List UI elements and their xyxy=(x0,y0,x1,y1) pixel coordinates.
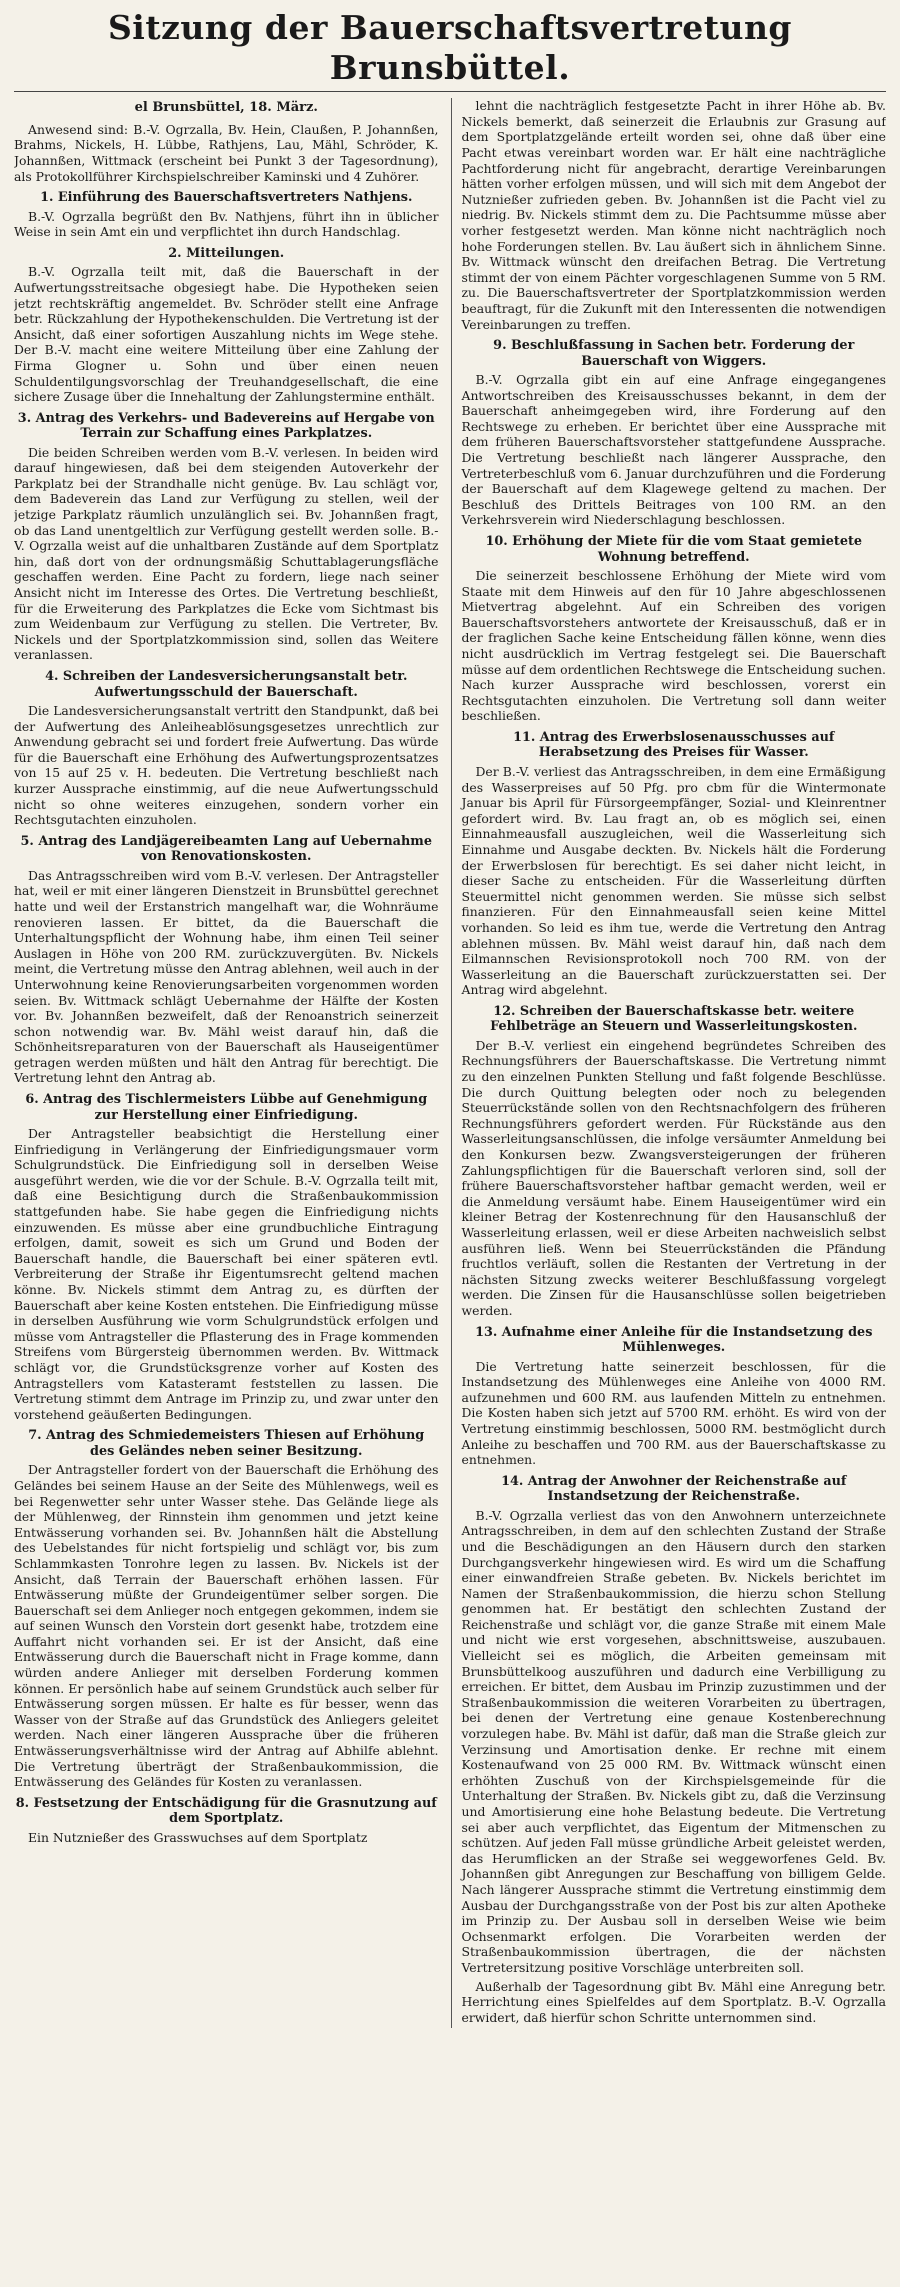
section-heading: 5. Antrag des Landjägereibeamten Lang auf Uebernahme von Renovationskosten. xyxy=(20,833,432,865)
section-heading: 3. Antrag des Verkehrs- und Badevereins auf Hergabe von Terrain zur Schaffung eines Parkplatzes. xyxy=(17,410,435,442)
section-heading: 14. Antrag der Anwohner der Reichenstraße auf Instandsetzung der Reichenstraße. xyxy=(501,1473,847,1505)
paragraph: B.-V. Ogrzalla begrüßt den Bv. Nathjens, führt ihn in üblicher Weise in sein Amt ein und verpflichtet ihn durch Handschlag. xyxy=(14,208,439,240)
section-heading: 9. Beschlußfassung in Sachen betr. Forderung der Bauerschaft von Wiggers. xyxy=(493,338,855,369)
paragraph: B.-V. Ogrzalla gibt ein auf eine Anfrage eingegangenes Antwortschreiben des Kreisausschusses bekannt, in dem der Bauerschaft anheimgegeben wird, ihre Forderung auf den Rechtswege zu erheben. Er berichtet über eine Aussprache mit dem früheren Bauerschaftsvorsteher stattgefundene Aussprache. Die Vertretung beschließt nach längerer Aussprache, den Vertreterbeschluß vom 6. Januar durchzuführen und die Forderung der Bauerschaft auf dem Klagewege geltend zu machen. Der Beschluß des Drittels Beitrages von 100 RM. an den Verkehrsverein wird Niederschlagung beschlossen. xyxy=(461,372,886,528)
paragraph: Die Landesversicherungsanstalt vertritt den Standpunkt, daß bei der Aufwertung des Anleiheablösungsgesetzes unrechtlich zur Anwendung gebracht sei und fordert freie Aufwertung. Das würde für die Bauerschaft eine Erhöhung des Aufwertungsprozentsatzes von 15 auf 25 v. H. bedeuten. Die Vertretung beschließt nach kurzer Aussprache einstimmig, auf die neue Aufwertungsschuld nicht so ohne weiteres einzugehen, sondern vorher ein Rechtsgutachten einzuholen. xyxy=(14,703,439,828)
section-heading: 4. Schreiben der Landesversicherungsanstalt betr. Aufwertungsschuld der Bauerschaft. xyxy=(45,669,408,700)
paragraph: Der B.-V. verliest ein eingehend begründetes Schreiben des Rechnungsführers der Bauerschaftskasse. Die Vertretung nimmt zu den einzelnen Punkten Stellung und faßt folgende Beschlüsse. Die durch Quittung belegten oder noch zu belegenden Steuerrückstände sollen von den Rechtsnachfolgern des früheren Rechnungsführers gefordert werden. Für Rückstände aus den Wasserleitungsanschlüssen, die infolge versäumter Anmeldung bei den Konkursen bezw. Zwangsversteigerungen der früheren Zahlungspflichtigen für die Bauerschaft verloren sind, soll der frühere Bauerschaftsvorsteher haftbar gemacht werden, weil er die Anmeldung versäumt habe. Einem Hauseigentümer wird ein kleiner Betrag der Kostenrechnung für den Hausanschluß der Wasserleitung erlassen, weil er diese Arbeiten nachweislich selbst ausführen ließ. Wenn bei Steuerrückständen die Pfändung fruchtlos verläuft, sollen die Restanten der Vertretung in der nächsten Sitzung zwecks weiterer Beschlußfassung vorgelegt werden. Die Zinsen für die Hausanschlüsse sollen beigetrieben werden. xyxy=(461,1037,886,1318)
section-heading: 2. Mitteilungen. xyxy=(168,245,285,261)
right-column xyxy=(451,98,887,2028)
paragraph: Anwesend sind: B.-V. Ogrzalla, Bv. Hein, Claußen, P. Johannßen, Brahms, Nickels, H. Lübbe, Rathjens, Lau, Mähl, Schröder, K. Johannßen, Wittmack (erscheint bei Punkt 3 der Tagesordnung), als Protokollführer Kirchspielschreiber Kaminski und 4 Zuhörer. xyxy=(14,121,439,184)
paragraph: Der Antragsteller fordert von der Bauerschaft die Erhöhung des Geländes bei seinem Hause an der Seite des Mühlenwegs, weil es bei Regenwetter sehr unter Wasser stehe. Das Gelände liege als der Mühlenweg, der Rinnstein ihm genommen und jetzt keine Entwässerung vorhanden sei. Bv. Johannßen hält die Abstellung des Uebelstandes für nicht fortspielig und schlägt vor, bis zum Schlammkasten Tonrohre legen zu lassen. Bv. Nickels ist der Ansicht, daß Terrain der Bauerschaft erhöhen lassen. Für Entwässerung müßte der Grundeigentümer selber sorgen. Die Bauerschaft sei dem Anlieger noch entgegen gekommen, indem sie auf seinen Wunsch den Vorstein dort gesenkt habe, trotzdem eine Auffahrt nicht vorhanden sei. Er ist der Ansicht, daß eine Entwässerung durch die Bauerschaft nicht in Frage komme, dann würden andere Anlieger mit derselben Forderung kommen können. Er persönlich habe auf seinem Grundstück auch selber für Entwässerung sorgen müssen. Er halte es für besser, wenn das Wasser von der Straße auf das Grundstück des Anliegers geleitet werden. Nach einer längeren Aussprache über die früheren Entwässerungsverhältnisse wird der Antrag auf Abhilfe ablehnt. Die Vertretung überträgt der Straßenbaukommission, die Entwässerung des Geländes für Kosten zu veranlassen. xyxy=(14,1462,439,1790)
paragraph: B.-V. Ogrzalla verliest das von den Anwohnern unterzeichnete Antragsschreiben, in dem auf den schlechten Zustand der Straße und die Beschädigungen an den Häusern durch den starken Durchgangsverkehr hingewiesen wird. Es wird um die Schaffung einer einwandfreien Straße gebeten. Bv. Nickels berichtet im Namen der Straßenbaukommission, die hierzu schon Stellung genommen hat. Er bestätigt den schlechten Zustand der Reichenstraße und schlägt vor, die ganze Straße mit einem Male und nicht wie erst vorgesehen, abschnittsweise, auszubauen. Vielleicht sei es möglich, die Arbeiten gemeinsam mit Brunsbüttelkoog auszuführen und dadurch eine Verbilligung zu erreichen. Er bittet, dem Ausbau im Prinzip zuzustimmen und der Straßenbaukommission die weiteren Vorarbeiten zu übertragen, bei denen der Vertretung eine genaue Kostenberechnung vorzulegen habe. Bv. Mähl ist dafür, daß man die Straße gleich zur Verzinsung und Amortisation denke. Er rechne mit einem Kostenaufwand von 25 000 RM. Bv. Wittmack wünscht einen erhöhten Zuschuß von der Kirchspielsgemeinde für die Unterhaltung der Straßen. Bv. Nickels gibt zu, daß die Verzinsung und Amortisierung eine hohe Belastung bedeute. Die Vertretung sei aber auch verpflichtet, das Eigentum der Mitmenschen zu schützen. Auf jeden Fall müsse gründliche Arbeit geleistet werden, das Herumflicken an der Straße sei weggeworfenes Geld. Bv. Johannßen gibt Anregungen zur Beschaffung von billigem Gelde. Nach längerer Aussprache stimmt die Vertretung einstimmig dem Ausbau der Durchgangsstraße von der Post bis zur alten Apotheke im Prinzip zu. Der Ausbau soll in derselben Weise wie beim Ochsenmarkt erfolgen. Die Vorarbeiten werden der Straßenbaukommission übertragen, die der nächsten Vertretersitzung positive Vorschläge unterbreiten soll. xyxy=(461,1507,886,1975)
section-heading: 12. Schreiben der Bauerschaftskasse betr. weitere Fehlbeträge an Steuern und Wasserleitungskosten. xyxy=(490,1003,858,1035)
paragraph: Ein Nutznießer des Grasswuchses auf dem Sportplatz xyxy=(28,1829,368,1845)
paragraph: Das Antragsschreiben wird vom B.-V. verlesen. Der Antragsteller hat, weil er mit einer längeren Dienstzeit in Brunsbüttel gerechnet hatte und weil der Erstanstrich mangelhaft war, die Wohnräume renovieren lassen. Er bittet, da die Bauerschaft die Unterhaltungspflicht der Wohnung habe, ihm einen Teil seiner Auslagen in Höhe von 200 RM. zurückzuvergüten. Bv. Nickels meint, die Vertretung müsse den Antrag ablehnen, weil auch in der Unterwohnung keine Renovierungsarbeiten vorgenommen worden seien. Bv. Wittmack schlägt Uebernahme der Hälfte der Kosten vor. Bv. Johannßen bezweifelt, daß der Renoanstrich seinerzeit schon notwendig war. Bv. Mähl weist darauf hin, daß die Schönheitsreparaturen von der Bauerschaft als Hauseigentümer getragen werden müßten und hält den Antrag für berechtigt. Die Vertretung lehnt den Antrag ab. xyxy=(14,867,439,1086)
section-heading: 13. Aufnahme einer Anleihe für die Instandsetzung des Mühlenweges. xyxy=(475,1324,873,1356)
section-heading: 11. Antrag des Erwerbslosenausschusses auf Herabsetzung des Preises für Wasser. xyxy=(513,729,835,761)
section-heading: 6. Antrag des Tischlermeisters Lübbe auf Genehmigung zur Herstellung einer Einfriedigung. xyxy=(25,1092,428,1123)
paragraph: lehnt die nachträglich festgesetzte Pacht in ihrer Höhe ab. Bv. Nickels bemerkt, daß seinerzeit die Erlaubnis zur Grasung auf dem Sportplatzgelände erteilt worden sei, ohne daß über eine Pacht etwas vereinbart worden war. Er hält eine nachträgliche Pachtforderung nicht für angebracht, derartige Vereinbarungen hätten vorher erfolgen müssen, und will sich mit dem Angebot der Nutznießer zufrieden geben. Bv. Johannßen ist die Pacht viel zu niedrig. Bv. Nickels stimmt dem zu. Die Pachtsumme müsse aber vorher festgesetzt werden. Man könne nicht nachträglich noch hohe Forderungen stellen. Bv. Lau äußert sich in ähnlichem Sinne. Bv. Wittmack wünscht den dreifachen Betrag. Die Vertretung stimmt der von einem Pächter vorgeschlagenen Summe von 5 RM. zu. Die Bauerschaftsvertreter der Sportplatzkommission werden beauftragt, für die Zukunft mit den Interessenten die notwendigen Vereinbarungen zu treffen. xyxy=(461,98,886,332)
left-column xyxy=(14,98,439,2028)
article-headline: Sitzung der Bauerschaftsvertretung Brunsbüttel. xyxy=(14,8,886,92)
paragraph: B.-V. Ogrzalla teilt mit, daß die Bauerschaft in der Aufwertungsstreitsache obgesiegt habe. Die Hypotheken seien jetzt rechtskräftig angemeldet. Bv. Schröder stellt eine Anfrage betr. Rückzahlung der Hypothekenschulden. Die Vertretung ist der Ansicht, daß einer sofortigen Auszahlung nichts im Wege stehe. Der B.-V. macht eine weitere Mitteilung über eine Zahlung der Firma Glogner u. Sohn und über einen neuen Schuldentilgungsvorschlag der Treuhandgesellschaft, die eine sichere Zusage über die Innehaltung der Zahlungstermine enthält. xyxy=(14,264,439,405)
paragraph: Die seinerzeit beschlossene Erhöhung der Miete wird vom Staate mit dem Hinweis auf den für 10 Jahre abgeschlossenen Mietvertrag abgelehnt. Auf ein Schreiben des vorigen Bauerschaftsvorstehers antwortete der Kreisausschuß, daß er in der fraglichen Sache keine Entscheidung fällen könne, wenn dies nicht ausdrücklich im Vertrag festgelegt sei. Die Bauerschaft müsse auf dem ordentlichen Rechtswege die Entscheidung suchen. Nach kurzer Aussprache wird beschlossen, vorerst ein Rechtsgutachten einzuholen. Die Vertretung soll dann weiter beschließen. xyxy=(461,568,886,724)
dateline: el Brunsbüttel, 18. März. xyxy=(134,100,318,116)
paragraph: Außerhalb der Tagesordnung gibt Bv. Mähl eine Anregung betr. Herrichtung eines Spielfeldes auf dem Sportplatz. B.-V. Ogrzalla erwidert, daß hierfür schon Schritte unternommen sind. xyxy=(461,1978,886,2025)
section-heading: 7. Antrag des Schmiedemeisters Thiesen auf Erhöhung des Geländes neben seiner Besitzung. xyxy=(28,1428,425,1459)
paragraph: Der B.-V. verliest das Antragsschreiben, in dem eine Ermäßigung des Wasserpreises auf 50 Pfg. pro cbm für die Wintermonate Januar bis April für Fürsorgeempfänger, Sozial- und Kleinrentner gefordert wird. Bv. Lau fragt an, ob es möglich sei, einen Einnahmeausfall auszugleichen, weil die Wasserleitung sich Einnahme und Ausgabe deckten. Bv. Nickels hält die Forderung der Erwerbslosen für berechtigt. Es sei daher nicht leicht, in dieser Sache zu entscheiden. Für die Wasserleitung dürften Steuermittel nicht genommen werden. Sie müsse sich selbst finanzieren. Für den Einnahmeausfall seien keine Mittel vorhanden. So leid es ihm tue, werde die Vertretung den Antrag ablehnen müssen. Bv. Mähl weist darauf hin, daß nach dem Eilmannschen Revisionsprotokoll noch 700 RM. von der Wasserleitung an die Bauerschaft zurückzuerstatten sei. Der Antrag wird abgelehnt. xyxy=(461,763,886,998)
paragraph: Die Vertretung hatte seinerzeit beschlossen, für die Instandsetzung des Mühlenweges eine Anleihe von 4000 RM. aufzunehmen und 600 RM. aus laufenden Mitteln zu entnehmen. Die Kosten haben sich jetzt auf 5700 RM. erhöht. Es wird von der Vertretung einstimmig beschlossen, 5000 RM. bestmöglicht durch Anleihe zu beschaffen und 700 RM. aus der Bauerschaftskasse zu entnehmen. xyxy=(461,1358,886,1468)
paragraph: Der Antragsteller beabsichtigt die Herstellung einer Einfriedigung in Verlängerung der Einfriedigungsmauer vorm Schulgrundstück. Die Einfriedigung soll in derselben Weise ausgeführt werden, wie die vor der Schule. B.-V. Ogrzalla teilt mit, daß eine Besichtigung durch die Straßenbaukommission stattgefunden habe. Sie habe gegen die Einfriedigung nichts einzuwenden. Es müsse aber eine grundbuchliche Eintragung erfolgen, damit, soweit es sich um Grund und Boden der Bauerschaft handle, die Bauerschaft bei einer späteren evtl. Verbreiterung der Straße ihr Eigentumsrecht geltend machen könne. Bv. Nickels stimmt dem Antrag zu, es dürften der Bauerschaft aber keine Kosten entstehen. Die Einfriedigung müsse in derselben Ausführung wie vorm Schulgrundstück erfolgen und müsse vom Antragsteller die Pflasterung des in Frage kommenden Streifens vom Bürgersteig übernommen werden. Bv. Wittmack schlägt vor, die Grundstücksgrenze vorher auf Kosten des Antragstellers vom Katasteramt feststellen zu lassen. Die Vertretung stimmt dem Antrage im Prinzip zu, und zwar unter den vorstehend geäußerten Bedingungen. xyxy=(14,1126,439,1422)
paragraph: Die beiden Schreiben werden vom B.-V. verlesen. In beiden wird darauf hingewiesen, daß bei dem steigenden Autoverkehr der Parkplatz bei der Strandhalle nicht genüge. Bv. Lau schlägt vor, dem Badeverein das Land zur Verfügung zu stellen, weil der jetzige Parkplatz räumlich unzulänglich sei. Bv. Johannßen fragt, ob das Land unentgeltlich zur Verfügung gestellt werden solle. B.-V. Ogrzalla weist auf die unhaltbaren Zustände auf dem Sportplatz hin, daß dort von der ordnungsmäßig Schuttablagerungsfläche geschaffen werden. Eine Pacht zu fordern, liege nach seiner Ansicht nicht im Interesse des Ortes. Die Vertretung beschließt, für die Erweiterung des Parkplatzes die Ecke vom Sichtmast bis zum Weidenbaum zur Verfügung zu stellen. Die Vertreter, Bv. Nickels und der Sportplatzkommission sind, sollen das Weitere veranlassen. xyxy=(14,444,439,663)
article-columns xyxy=(14,98,886,2028)
section-heading: 8. Festsetzung der Entschädigung für die Grasnutzung auf dem Sportplatz. xyxy=(15,1795,437,1827)
section-heading: 10. Erhöhung der Miete für die vom Staat gemietete Wohnung betreffend. xyxy=(485,534,863,565)
section-heading: 1. Einführung des Bauerschaftsvertreters Nathjens. xyxy=(40,190,413,206)
